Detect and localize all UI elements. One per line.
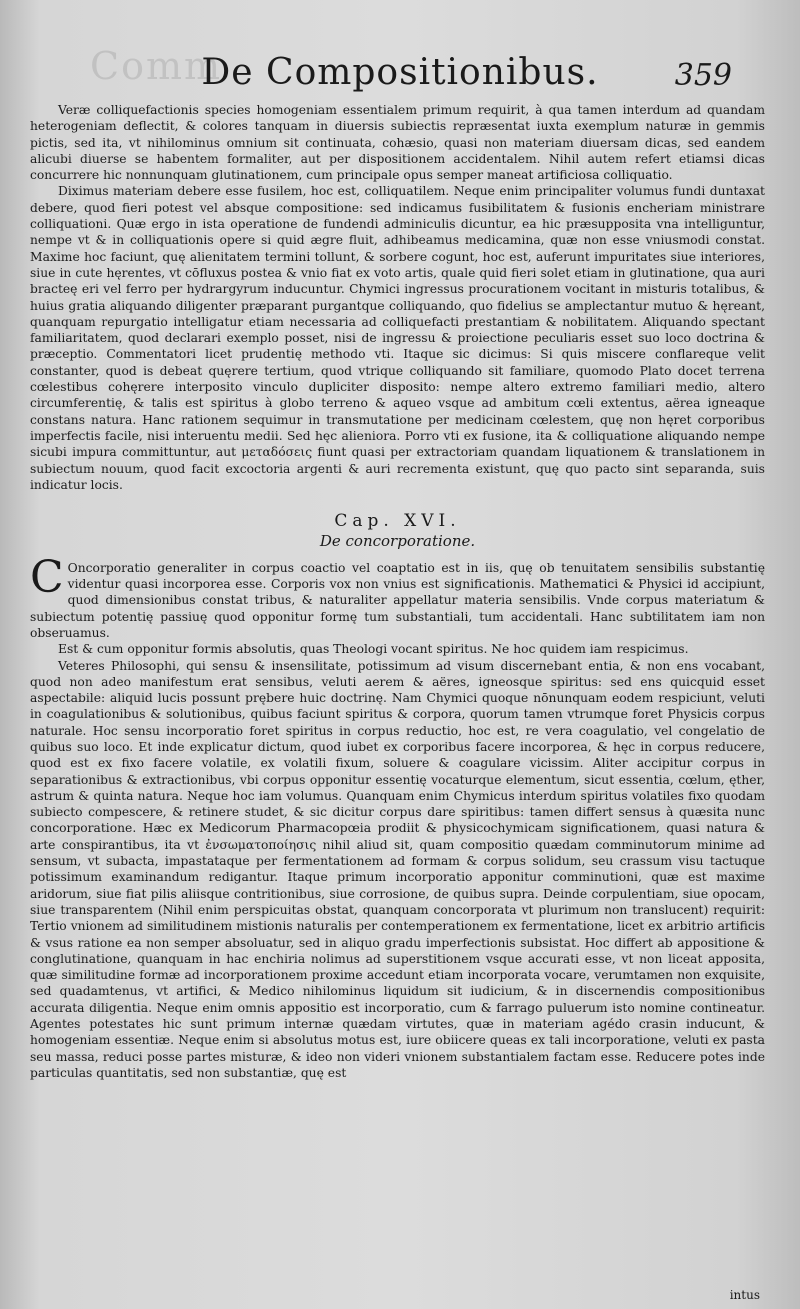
paragraph: [30, 658, 765, 1082]
paragraph-text: Oncorporatio generaliter in corpus coactio vel coaptatio est in iis, quę ob tenuitatem sensibilis substantię videntur quasi incorporea esse. Corporis vox non vnius est significationis. Mathematici & Physici id accipiunt, quod dimensionibus constat tribus, & naturaliter appellatur materia sensibilis. Vnde corpus materiatum & subiectum potentię passiuę quod opponitur formę tum substantiali, tum accidentali. Hanc subtilitatem iam non obseruamus.: [30, 560, 765, 640]
running-title: De Compositionibus.: [201, 52, 599, 93]
paragraph: Veræ colliquefactionis species homogeniam essentialem primum requirit, à qua tamen interdum ad quandam heterogeniam deflectit, & colores tanquam in diuersis subiectis repræsentat iuxta exemplum naturæ in gemmis pictis, sed ita, vt nihilominus omnium sit continuata, cohæsio, quasi non materiam diuersam dicas, sed eandem alicubi diuerse se habentem formaliter, aut per dispositionem accidentalem. Nihil autem refert etiamsi dicas concurrere hic nonnunquam glutinationem, cum principale opus semper maneat artificiosa colliquatio.: [30, 103, 765, 183]
chapter-title: De concorporatione.: [319, 532, 476, 551]
catchword: intus: [729, 1288, 760, 1302]
page-body: [30, 102, 765, 1081]
page-header: [0, 52, 800, 102]
chapter-heading: Cap. XVI.: [334, 511, 461, 532]
paragraph-text: Est & cum opponitur formis absolutis, quas Theologi vocant spiritus. Ne hoc quidem iam respicimus.: [58, 642, 689, 657]
paragraph: Diximus materiam debere esse fusilem, hoc est, colliquatilem. Neque enim principaliter volumus fundi duntaxat debere, quod fieri potest vel absque compositione: sed indicamus fusibilitatem & fusionis encheriam ministrare colliquationi. Quæ ergo in ista operatione de fundendi adminiculis dicuntur, ea hic præsupposita vna intelliguntur, nempe vt & in colliquationis opere si quid ægre fluit, adhibeamus medicamina, quæ non esse vniusmodi constat. Maxime hoc faciunt, quę alienitatem termini tollunt, & sorbere cogunt, hoc est, auferunt impuritates siue interiores, siue in cute hęrentes, vt cōfluxus postea & vnio fiat ex voto artis, quale quid fieri solet etiam in glutinatione, qua auri bracteę eri vel ferro per hydrargyrum inducuntur. Chymici ingressus procurationem vocitant in misturis totalibus, & huius gratia aliquando diligenter præparant purgantque colliquando, quo fidelius se amplectantur mutuo & hęreant, quanquam repurgatio intelligatur etiam necessaria ad colliquefacti prestantiam & nobilitatem. Aliquando spectant familiaritatem, quod declarari exemplo posset, nisi de ingressu & proiectione peculiaris esset suo loco doctrina & præceptio. Commentatori licet prudentię methodo vti. Itaque sic dicimus: Si quis miscere conflareque velit constanter, quod is debeat quęrere tertium, quod vtrique colliquando sit familiare, quomodo Plato docet terrena cœlestibus cohęrere interposito vinculo dupliciter disposito: nempe altero extremo familiari medio, altero circumferentię, & talis est spiritus à globo terreno & aqueo vsque ad ambitum cœli extentus, aërea igneaque constans natura. Hanc rationem sequimur in transmutatione per medicinam cœlestem, quę non hęret corporibus imperfectis facile, nisi interuentu medii. Sed hęc alieniora. Porro vti ex fusione, ita & colliquatione aliquando nempe sicubi impura committuntur, aut μεταδόσεις fiunt quasi per extractoriam quandam liquationem & translationem in subiectum nouum, quod facit excoctoria argenti & auri recrementa existunt, quę quo pacto sint separanda, suis indicatur locis.: [30, 184, 765, 492]
page-number: 359: [674, 58, 732, 93]
drop-cap: C: [30, 551, 64, 603]
paragraph-text: Veteres Philosophi, qui sensu & insensilitate, potissimum ad visum discernebant entia, & non ens vocabant, quod non adeo manifestum erat sensibus, veluti aerem & aëres, igneosque spiritus: sed ens quicquid esset aspectabile: aliquid lucis possunt prębere huic doctrinę. Nam Chymici quoque nōnunquam eodem respiciunt, veluti in coagulationibus & solutionibus, quibus faciunt spiritus & corpora, quorum tamen vtrumque foret Physicis corpus naturale. Hoc sensu incorporatio foret spiritus in corpus reductio, hoc est, re vera coagulatio, vel congelatio de quibus suo loco. Et inde explicatur dictum, quod iubet ex corporibus facere incorporea, & hęc in corpus reducere, quod est ex fixo facere volatile, ex volatili fixum, soluere & coagulare vicissim. Aliter accipitur corpus in separationibus & extractionibus, vbi corpus opponitur essentię vocaturque elementum, sicut essentia, cœlum, ęther, astrum & quinta natura. Neque hoc iam volumus. Quanquam enim Chymicus interdum spiritus volatiles fixo quodam subiecto compescere, & retinere studet, & sic dicitur corpus dare spiritibus: tamen differt sensus à quæsita nunc concorporatione. Hæc ex Medicorum Pharmacopœia prodiit & physicochymicam significationem, quasi natura & arte conspirantibus, ita vt ἐνσωματοποίησις nihil aliud sit, quam compositio quædam comminutorum minime ad sensum, vt subacta, impastataque per fermentationem ad formam & corpus solidum, seu crassum visu tactuque potissimum examinandum redigantur. Itaque primum incorporatio apponitur comminutioni, quæ est maxime aridorum, siue fiat pilis aliisque contritionibus, siue corrosione, de quibus supra. Deinde corpulentiam, siue opocam, siue transparentem (Nihil enim perspicuitas obstat, quanquam concorporata vt plurimum non translucent) requirit: Tertio vnionem ad similitudinem mistionis naturalis per contemperationem ex fermentatione, licet ex arbitrio artificis & vsus ratione ea non semper absoluatur, sed in aliquo gradu imperfectionis subsistat. Hoc differt ab appositione & conglutinatione, quanquam in hac enchiria nolimus ad superstitionem vsque accurati esse, vt non liceat apposita, quæ similitudine formæ ad incorporationem proxime accedunt etiam incorporata vocare, verumtamen non exquisite, sed quadamtenus, vt artifici, & Medico nihilominus liquidum sit iudicium, & in discernendis compositionibus accurata diligentia. Neque enim omnis appositio est incorporatio, cum & farrago puluerum isto nomine contineatur. Agentes potestates hic sunt primum internæ quædam virtutes, quæ in materiam agédo crasin inducunt, & homogeniam essentiæ. Neque enim si absolutus motus est, iure obiicere queas ex tali incorporatione, veluti ex pasta seu massa, reduci posse partes misturæ, & ideo non videri vnionem substantialem factam esse. Reducere potes inde particulas quantitatis, sed non substantiæ, quę est: [30, 658, 765, 1080]
paragraph: [30, 641, 765, 657]
bleed-through-text: Comm: [90, 44, 223, 88]
paragraph: [30, 551, 765, 641]
